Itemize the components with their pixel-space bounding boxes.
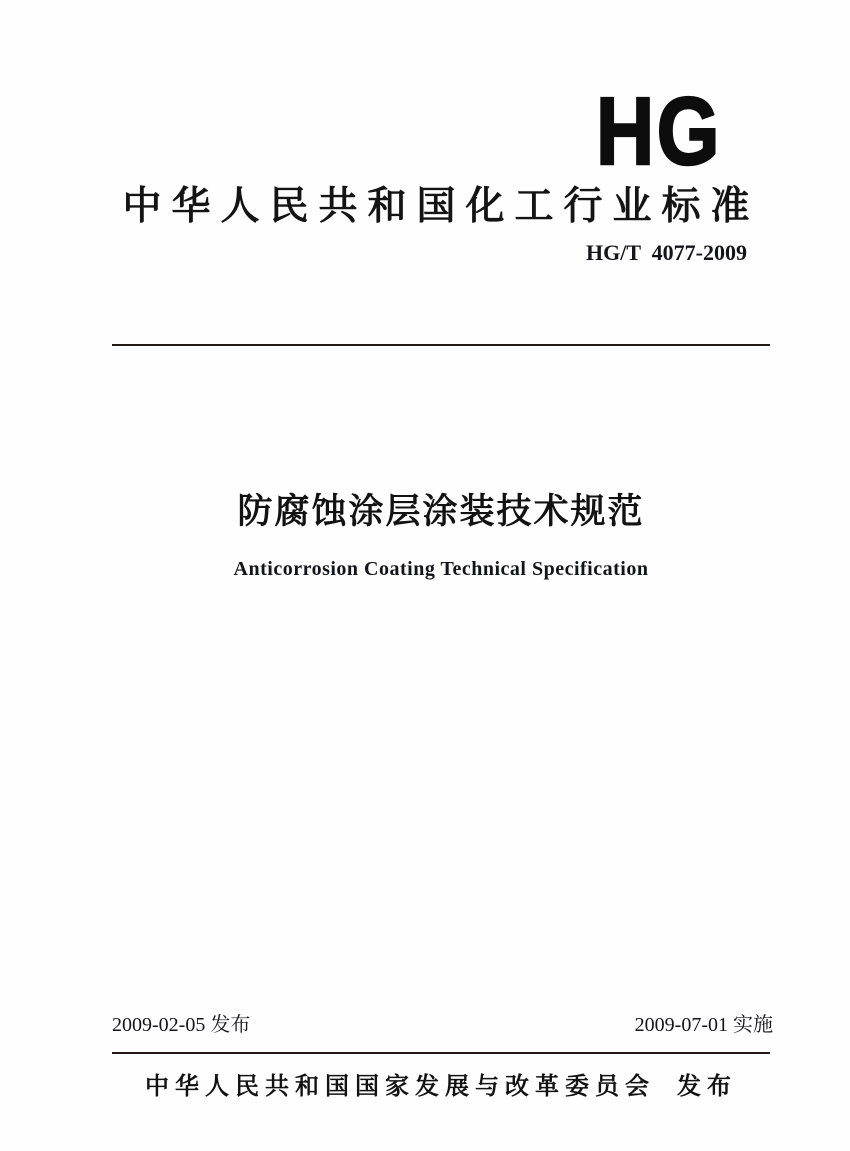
implementation-date: 2009-07-01 实施 xyxy=(634,1014,773,1036)
hg-logo: HG xyxy=(596,78,722,185)
document-title-english: Anticorrosion Coating Technical Specification xyxy=(233,558,649,580)
top-divider xyxy=(112,344,770,346)
standard-code: HG/T 4077-2009 xyxy=(586,240,747,265)
bottom-divider xyxy=(112,1052,770,1054)
dates-row xyxy=(112,1008,773,1037)
issuer-name: 中华人民共和国国家发展与改革委员会 xyxy=(145,1073,655,1100)
issuer-row xyxy=(112,1066,770,1101)
document-title-chinese: 防腐蚀涂层涂装技术规范 xyxy=(237,492,645,531)
issue-date: 2009-02-05 发布 xyxy=(112,1014,251,1036)
standard-category-title: 中华人民共和国化工行业标准 xyxy=(122,185,760,228)
issuer-action-label: 发布 xyxy=(677,1073,737,1100)
